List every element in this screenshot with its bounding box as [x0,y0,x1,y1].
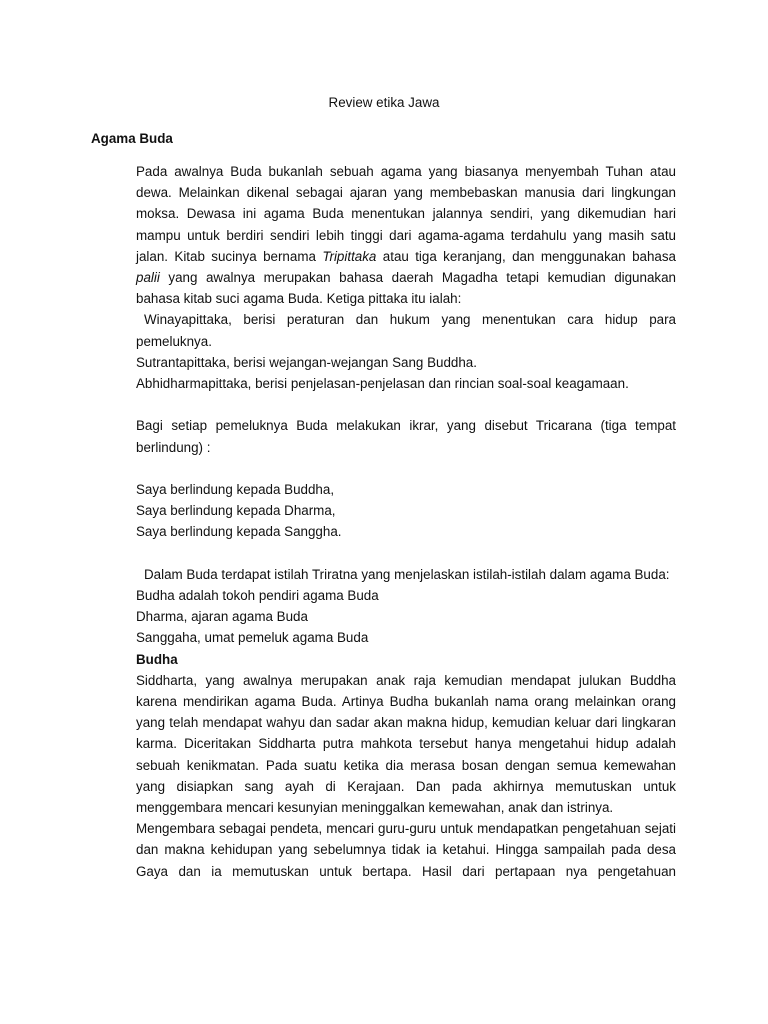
triratna-item-dharma: Dharma, ajaran agama Buda [136,609,308,625]
document-title: Review etika Jawa [328,95,440,110]
budha-paragraph-1: Siddharta, yang awalnya merupakan anak raja kemudian mendapat julukan Buddha karena mendirikan agama Buda. Artinya Budha bukanlah nama orang melainkan orang yang telah mendapat wahyu dan sadar akan makna hidup, kemudian keluar dari lingkaran karma. Diceritakan Siddharta putra mahkota tersebut hanya mengetahui hidup adalah sebuah kenikmatan. Pada suatu ketika dia merasa bosan dengan semua kemewahan yang disiapkan sang ayah di Kerajaan. Dan pada akhirnya memutuskan untuk menggembara mencari kesunyian meninggalkan kemewahan, anak dan istrinya. [136,672,676,816]
tricarana-line-buddha: Saya berlindung kepada Buddha, [136,482,335,498]
budha-heading: Budha [136,651,178,667]
budha-paragraph-2: Mengembara sebagai pendeta, mencari guru-guru untuk mendapatkan pengetahuan sejati dan makna kehidupan yang sebelumnya tidak ia ketahui. Hingga sampailah pada desa Gaya dan ia memutuskan untuk bertapa. Hasil dari pertapaan nya pengetahuan [136,821,676,879]
pittaka-item-winaya: Winayapittaka, berisi peraturan dan hukum yang menentukan cara hidup para pemeluknya. [136,312,676,349]
pittaka-item-abhidharma: Abhidharmapittaka, berisi penjelasan-penjelasan dan rincian soal-soal keagamaan. [136,376,629,392]
section-heading-agama-buda: Agama Buda [91,131,173,146]
tricarana-line-sanggha: Saya berlindung kepada Sanggha. [136,524,342,540]
pittaka-item-sutranta: Sutrantapittaka, berisi wejangan-wejangan Sang Buddha. [136,354,477,370]
triratna-item-sanggaha: Sanggaha, umat pemeluk agama Buda [136,630,369,646]
triratna-item-budha: Budha adalah tokoh pendiri agama Buda [136,588,379,604]
triratna-intro: Dalam Buda terdapat istilah Triratna yang menjelaskan istilah-istilah dalam agama Buda: [144,566,670,582]
document-body [136,161,676,882]
tricarana-line-dharma: Saya berlindung kepada Dharma, [136,503,336,519]
tricarana-intro: Bagi setiap pemeluknya Buda melakukan ikrar, yang disebut Tricarana (tiga tempat berlindung) : [136,418,676,455]
intro-paragraph: Pada awalnya Buda bukanlah sebuah agama yang biasanya menyembah Tuhan atau dewa. Melainkan dikenal sebagai ajaran yang membebaskan manusia dari lingkungan moksa. Dewasa ini agama Buda menentukan jalannya sendiri, yang dikemudian hari mampu untuk berdiri sendiri lebih tinggi dari agama-agama terdahulu yang masih satu jalan. Kitab sucinya bernama Tripittaka atau tiga keranjang, dan menggunakan bahasa palii yang awalnya merupakan bahasa daerah Magadha tetapi kemudian digunakan bahasa kitab suci agama Buda. Ketiga pittaka itu ialah: [136,164,677,307]
tripittaka-term: Tripittaka [322,248,377,264]
palii-term: palii [136,270,160,286]
